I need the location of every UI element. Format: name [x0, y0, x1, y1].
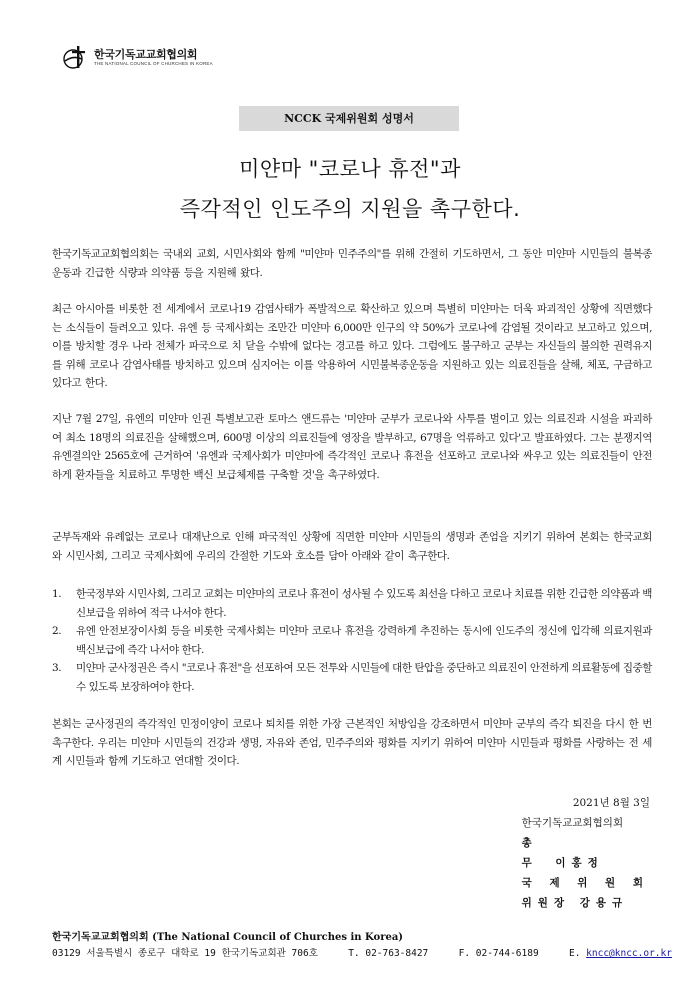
list-item: [52, 622, 652, 659]
footer-address: 03129 서울특별시 종로구 대학로 19 한국기독교회관 706호: [52, 948, 318, 959]
paragraph-intro: 한국기독교교회협의회는 국내외 교회, 시민사회와 함께 "미얀마 민주주의"를 위해 간절히 기도하면서, 그 동안 미얀마 시민들의 불복종운동과 긴급한 식량과 의약품 등을 지원해 왔다.: [52, 248, 652, 279]
org-logo: [62, 44, 213, 70]
list-item: [52, 659, 652, 696]
ncck-emblem-icon: [62, 44, 88, 70]
footer-email: E. kncc@kncc.or.kr: [568, 948, 672, 959]
list-number: 2.: [52, 625, 62, 637]
paragraph-appeal: 군부독재와 유례없는 코로나 대재난으로 인해 파국적인 상황에 직면한 미얀마 시민들의 생명과 존엄을 지키기 위하여 본회는 한국교회와 시민사회, 그리고 국제사회에 우리의 간절한 기도와 호소를 담아 아래와 같이 촉구한다.: [52, 531, 652, 562]
footer-fax: F. 02-744-6189: [458, 948, 539, 959]
demands-list: [52, 585, 652, 696]
statement-banner: NCCK 국제위원회 성명서: [239, 106, 459, 131]
list-item: [52, 585, 652, 622]
email-link[interactable]: kncc@kncc.or.kr: [586, 948, 672, 959]
paragraph-closing: 본회는 군사정권의 즉각적인 민정이양이 코로나 퇴치를 위한 가장 근본적인 처방임을 강조하면서 미얀마 군부의 즉각 퇴진을 다시 한 번 촉구한다. 우리는 미얀마 시민들의 건강과 생명, 자유와 존엄, 민주주의와 평화를 지키기 위하여 미얀마 시민들과 평화를 사랑하는 전 세계 시민들과 함께 기도하고 연대할 것이다.: [52, 718, 652, 767]
footer-org: 한국기독교교회협의회 (The National Council of Churches in Korea): [52, 932, 404, 943]
signature-org: 한국기독교교회협의회: [521, 817, 624, 829]
paragraph-un-report: 지난 7월 27일, 유엔의 미얀마 인권 특별보고관 토마스 앤드류는 '미얀마 군부가 코로나와 사투를 벌이고 있는 의료진과 시설을 파괴하여 최소 18명의 의료진을 살해했으며, 600명 이상의 의료진들에 영장을 발부하고, 67명을 억류하고 있다'고 발표하였다. 그는 분쟁지역 유엔결의안 2565호에 근거하여 '유엔과 국제사회가 미얀마에 즉각적인 코로나 휴전을 선포하고 코로나와 싸우고 있는 의료진들이 안전하게 환자들을 치료하고 투명한 백신 보급체제를 구축할 것'을 촉구하였다.: [52, 413, 652, 481]
signature-date: 2021년 8월 3일: [572, 797, 650, 809]
list-text: 유엔 안전보장이사회 등을 비롯한 국제사회는 미얀마 코로나 휴전을 강력하게 추진하는 동시에 인도주의 정신에 입각해 의료지원과 백신보급에 즉각 나서야 한다.: [76, 625, 652, 656]
footer-tel: T. 02-763-8427: [348, 948, 429, 959]
title-line-1: 미얀마 "코로나 휴전"과: [239, 157, 461, 181]
signature-block: [522, 793, 650, 913]
list-number: 3.: [52, 662, 62, 674]
signature-general-secretary: 총 무 이홍정: [521, 837, 604, 869]
page-footer: [52, 930, 672, 962]
org-name-en: THE NATIONAL COUNCIL OF CHURCHES IN KOREA: [94, 60, 213, 66]
list-number: 1.: [52, 588, 62, 600]
org-name-ko: 한국기독교교회협의회: [94, 47, 198, 61]
signature-chair: 위원장 강용규: [521, 897, 629, 909]
list-text: 미얀마 군사정권은 즉시 "코로나 휴전"을 선포하여 모든 전투와 시민들에 대한 탄압을 중단하고 의료진이 안전하게 의료활동에 집중할 수 있도록 보장하여야 한다.: [76, 662, 652, 693]
list-text: 한국정부와 시민사회, 그리고 교회는 미얀마의 코로나 휴전이 성사될 수 있도록 최선을 다하고 코로나 치료를 위한 긴급한 의약품과 백신보급을 위하여 적극 나서야 한다.: [76, 588, 652, 619]
title-line-2: 즉각적인 인도주의 지원을 촉구한다.: [179, 197, 521, 221]
paragraph-situation: 최근 아시아를 비롯한 전 세계에서 코로나19 감염사태가 폭발적으로 확산하고 있으며 특별히 미얀마는 더욱 파괴적인 상황에 직면했다는 소식들이 들려오고 있다. 유엔 등 국제사회는 조만간 미얀마 6,000만 인구의 약 50%가 코로나에 감염될 것이라고 보고하고 있으며, 이를 방치할 경우 나라 전체가 파국으로 치 닫을 수밖에 없다는 경고를 하고 있다. 그럼에도 불구하고 군부는 자신들의 불의한 권력유지를 위해 코로나 감염사태를 방치하고 있으며 심지어는 이를 악용하여 시민불복종운동을 지원하고 있는 의료진들을 살해, 체포, 구금하고 있다고 한다.: [52, 303, 652, 389]
signature-committee: 국 제 위 원 회: [521, 877, 650, 889]
